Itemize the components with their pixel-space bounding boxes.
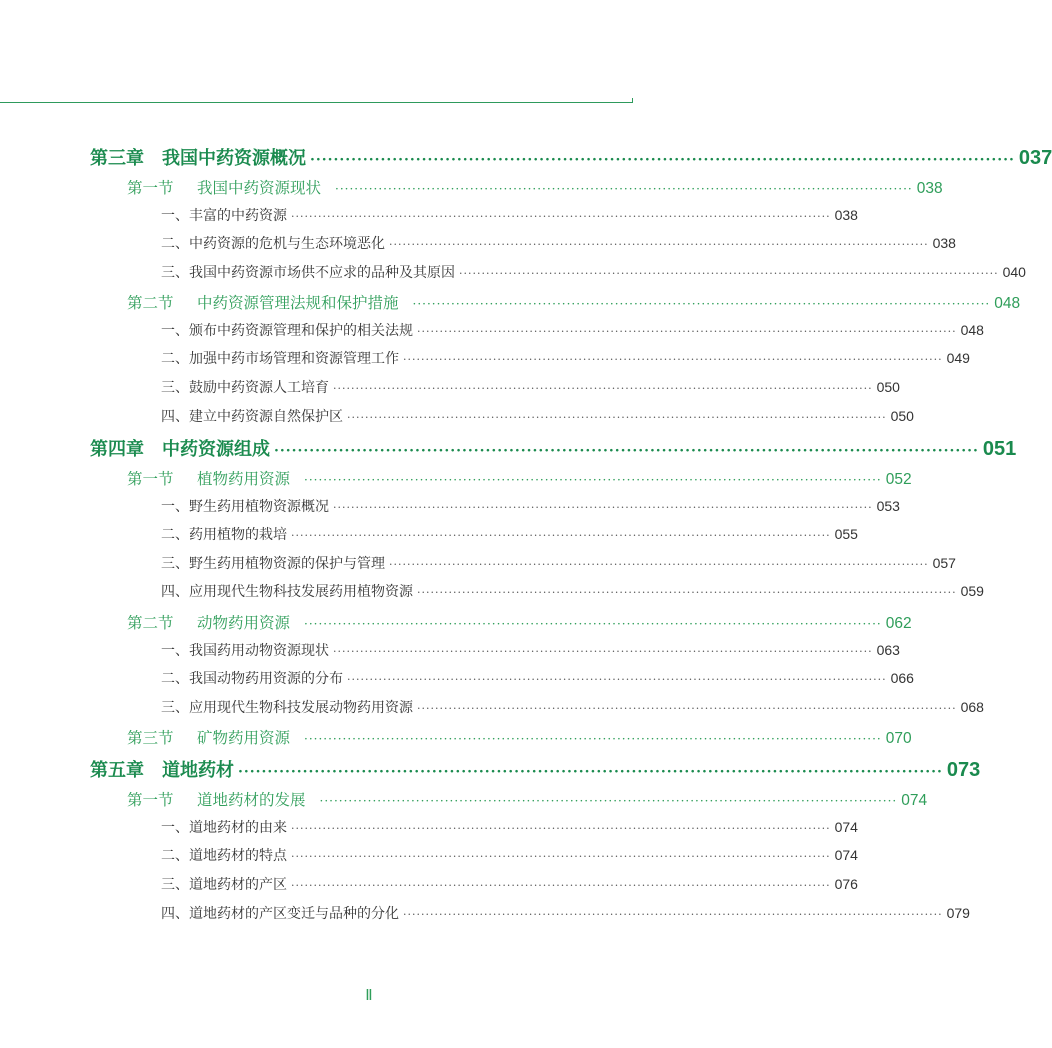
entry-number: 二、 <box>161 527 189 543</box>
entry-number: 第二节 <box>127 614 174 632</box>
toc-chapter-entry[interactable] <box>90 144 1052 174</box>
header-rule-end <box>626 98 633 103</box>
toc-item-entry[interactable] <box>161 668 914 696</box>
entry-title: 加强中药市场管理和资源管理工作 <box>189 351 399 367</box>
dot-leader: ························································································································ <box>412 297 991 311</box>
entry-number: 第三章 <box>90 148 144 169</box>
dot-leader: ························································································································ <box>347 411 887 424</box>
toc-item-entry[interactable] <box>161 640 900 668</box>
entry-number: 三、 <box>161 556 189 572</box>
toc-chapter-entry[interactable] <box>90 756 981 786</box>
dot-leader: ························································································································ <box>304 473 882 487</box>
entry-page-number: 048 <box>994 295 1021 312</box>
header-rule <box>0 102 632 103</box>
entry-title: 建立中药资源自然保护区 <box>189 409 343 425</box>
dot-leader: ························································································································ <box>291 879 831 892</box>
toc-item-entry[interactable] <box>161 817 858 845</box>
dot-leader: ························································································································ <box>310 152 1015 168</box>
dot-leader: ························································································································ <box>304 617 882 631</box>
dot-leader: ························································································································ <box>333 645 873 658</box>
dot-leader: ························································································································ <box>347 673 887 686</box>
entry-title: 道地药材的发展 <box>197 791 306 809</box>
toc-item-entry[interactable] <box>161 697 984 725</box>
entry-title: 我国药用动物资源现状 <box>189 643 329 659</box>
toc-item-entry[interactable] <box>161 496 900 524</box>
dot-leader: ························································································································ <box>291 210 831 223</box>
dot-leader: ························································································································ <box>304 732 882 746</box>
toc-item-entry[interactable] <box>161 262 1026 290</box>
entry-title: 丰富的中药资源 <box>189 208 287 224</box>
entry-page-number: 050 <box>876 379 900 395</box>
toc-item-entry[interactable] <box>161 845 858 873</box>
dot-leader: ························································································································ <box>403 908 943 921</box>
entry-title: 我国中药资源市场供不应求的品种及其原因 <box>189 265 455 281</box>
entry-number: 一、 <box>161 820 189 836</box>
entry-title: 道地药材的产区变迁与品种的分化 <box>189 906 399 922</box>
toc-item-entry[interactable] <box>161 348 970 376</box>
entry-title: 动物药用资源 <box>197 614 291 632</box>
toc-item-entry[interactable] <box>161 903 970 931</box>
entry-title: 应用现代生物科技发展药用植物资源 <box>189 584 413 600</box>
toc-chapter-entry[interactable] <box>90 435 1017 465</box>
entry-number: 第四章 <box>90 439 144 460</box>
entry-title: 道地药材的特点 <box>189 848 287 864</box>
toc-item-entry[interactable] <box>161 320 984 348</box>
entry-title: 道地药材的由来 <box>189 820 287 836</box>
entry-title: 道地药材的产区 <box>189 877 287 893</box>
entry-title: 植物药用资源 <box>197 470 291 488</box>
entry-number: 二、 <box>161 236 189 252</box>
entry-page-number: 076 <box>834 876 858 892</box>
dot-leader: ························································································································ <box>291 822 831 835</box>
entry-page-number: 051 <box>982 438 1017 460</box>
toc-section-entry[interactable] <box>127 611 912 639</box>
toc-item-entry[interactable] <box>161 524 858 552</box>
entry-number: 四、 <box>161 584 189 600</box>
entry-page-number: 068 <box>960 699 984 715</box>
entry-number: 四、 <box>161 906 189 922</box>
entry-page-number: 070 <box>885 730 912 747</box>
toc-section-entry[interactable] <box>127 291 1021 319</box>
entry-title: 颁布中药资源管理和保护的相关法规 <box>189 323 413 339</box>
entry-title: 应用现代生物科技发展动物药用资源 <box>189 700 413 716</box>
entry-page-number: 038 <box>916 180 943 197</box>
entry-page-number: 050 <box>890 408 914 424</box>
entry-title: 中药资源的危机与生态环境恶化 <box>189 236 385 252</box>
dot-leader: ························································································································ <box>333 382 873 395</box>
entry-number: 二、 <box>161 848 189 864</box>
entry-page-number: 062 <box>885 615 912 632</box>
entry-page-number: 057 <box>932 555 956 571</box>
toc-section-entry[interactable] <box>127 726 912 754</box>
dot-leader: ························································································································ <box>417 325 957 338</box>
entry-title: 野生药用植物资源概况 <box>189 499 329 515</box>
dot-leader: ························································································································ <box>389 558 929 571</box>
toc-item-entry[interactable] <box>161 406 914 434</box>
entry-page-number: 052 <box>885 471 912 488</box>
dot-leader: ························································································································ <box>238 764 943 780</box>
toc-section-entry[interactable] <box>127 467 912 495</box>
entry-title: 药用植物的栽培 <box>189 527 287 543</box>
entry-number: 三、 <box>161 380 189 396</box>
entry-number: 三、 <box>161 877 189 893</box>
entry-title: 野生药用植物资源的保护与管理 <box>189 556 385 572</box>
entry-page-number: 049 <box>946 350 970 366</box>
entry-number: 第二节 <box>127 294 174 312</box>
entry-page-number: 063 <box>876 642 900 658</box>
toc-item-entry[interactable] <box>161 553 956 581</box>
entry-number: 第一节 <box>127 470 174 488</box>
dot-leader: ························································································································ <box>291 529 831 542</box>
entry-number: 一、 <box>161 643 189 659</box>
entry-page-number: 066 <box>890 670 914 686</box>
entry-page-number: 079 <box>946 905 970 921</box>
entry-page-number: 074 <box>901 792 928 809</box>
entry-page-number: 055 <box>834 526 858 542</box>
toc-section-entry[interactable] <box>127 176 943 204</box>
entry-title: 矿物药用资源 <box>197 729 291 747</box>
entry-page-number: 038 <box>834 207 858 223</box>
entry-page-number: 053 <box>876 498 900 514</box>
toc-section-entry[interactable] <box>127 788 928 816</box>
toc-item-entry[interactable] <box>161 581 984 609</box>
entry-title: 我国中药资源概况 <box>162 148 306 169</box>
entry-number: 三、 <box>161 265 189 281</box>
entry-page-number: 074 <box>834 847 858 863</box>
entry-number: 二、 <box>161 351 189 367</box>
entry-title: 我国中药资源现状 <box>197 179 322 197</box>
entry-page-number: 040 <box>1002 264 1026 280</box>
entry-number: 第一节 <box>127 179 174 197</box>
entry-page-number: 073 <box>946 759 981 781</box>
entry-title: 我国动物药用资源的分布 <box>189 671 343 687</box>
entry-number: 三、 <box>161 700 189 716</box>
entry-number: 一、 <box>161 499 189 515</box>
dot-leader: ························································································································ <box>417 586 957 599</box>
dot-leader: ························································································································ <box>291 850 831 863</box>
dot-leader: ························································································································ <box>333 501 873 514</box>
entry-page-number: 038 <box>932 235 956 251</box>
dot-leader: ························································································································ <box>417 702 957 715</box>
entry-page-number: 074 <box>834 819 858 835</box>
toc-item-entry[interactable] <box>161 874 858 902</box>
dot-leader: ························································································································ <box>274 443 979 459</box>
dot-leader: ························································································································ <box>389 238 929 251</box>
toc-item-entry[interactable] <box>161 205 858 233</box>
entry-title: 鼓励中药资源人工培育 <box>189 380 329 396</box>
entry-page-number: 048 <box>960 322 984 338</box>
dot-leader: ························································································································ <box>319 794 898 808</box>
dot-leader: ························································································································ <box>335 182 913 196</box>
entry-number: 第一节 <box>127 791 174 809</box>
toc-item-entry[interactable] <box>161 377 900 405</box>
dot-leader: ························································································································ <box>403 353 943 366</box>
toc-item-entry[interactable] <box>161 233 956 261</box>
page-number: Ⅱ <box>365 988 373 1004</box>
entry-number: 一、 <box>161 323 189 339</box>
entry-number: 第三节 <box>127 729 174 747</box>
entry-number: 第五章 <box>90 760 144 781</box>
entry-number: 二、 <box>161 671 189 687</box>
entry-page-number: 059 <box>960 583 984 599</box>
dot-leader: ························································································································ <box>459 267 999 280</box>
entry-page-number: 037 <box>1018 147 1052 169</box>
entry-title: 中药资源管理法规和保护措施 <box>197 294 399 312</box>
entry-number: 一、 <box>161 208 189 224</box>
entry-title: 道地药材 <box>162 760 234 781</box>
entry-number: 四、 <box>161 409 189 425</box>
entry-title: 中药资源组成 <box>162 439 270 460</box>
